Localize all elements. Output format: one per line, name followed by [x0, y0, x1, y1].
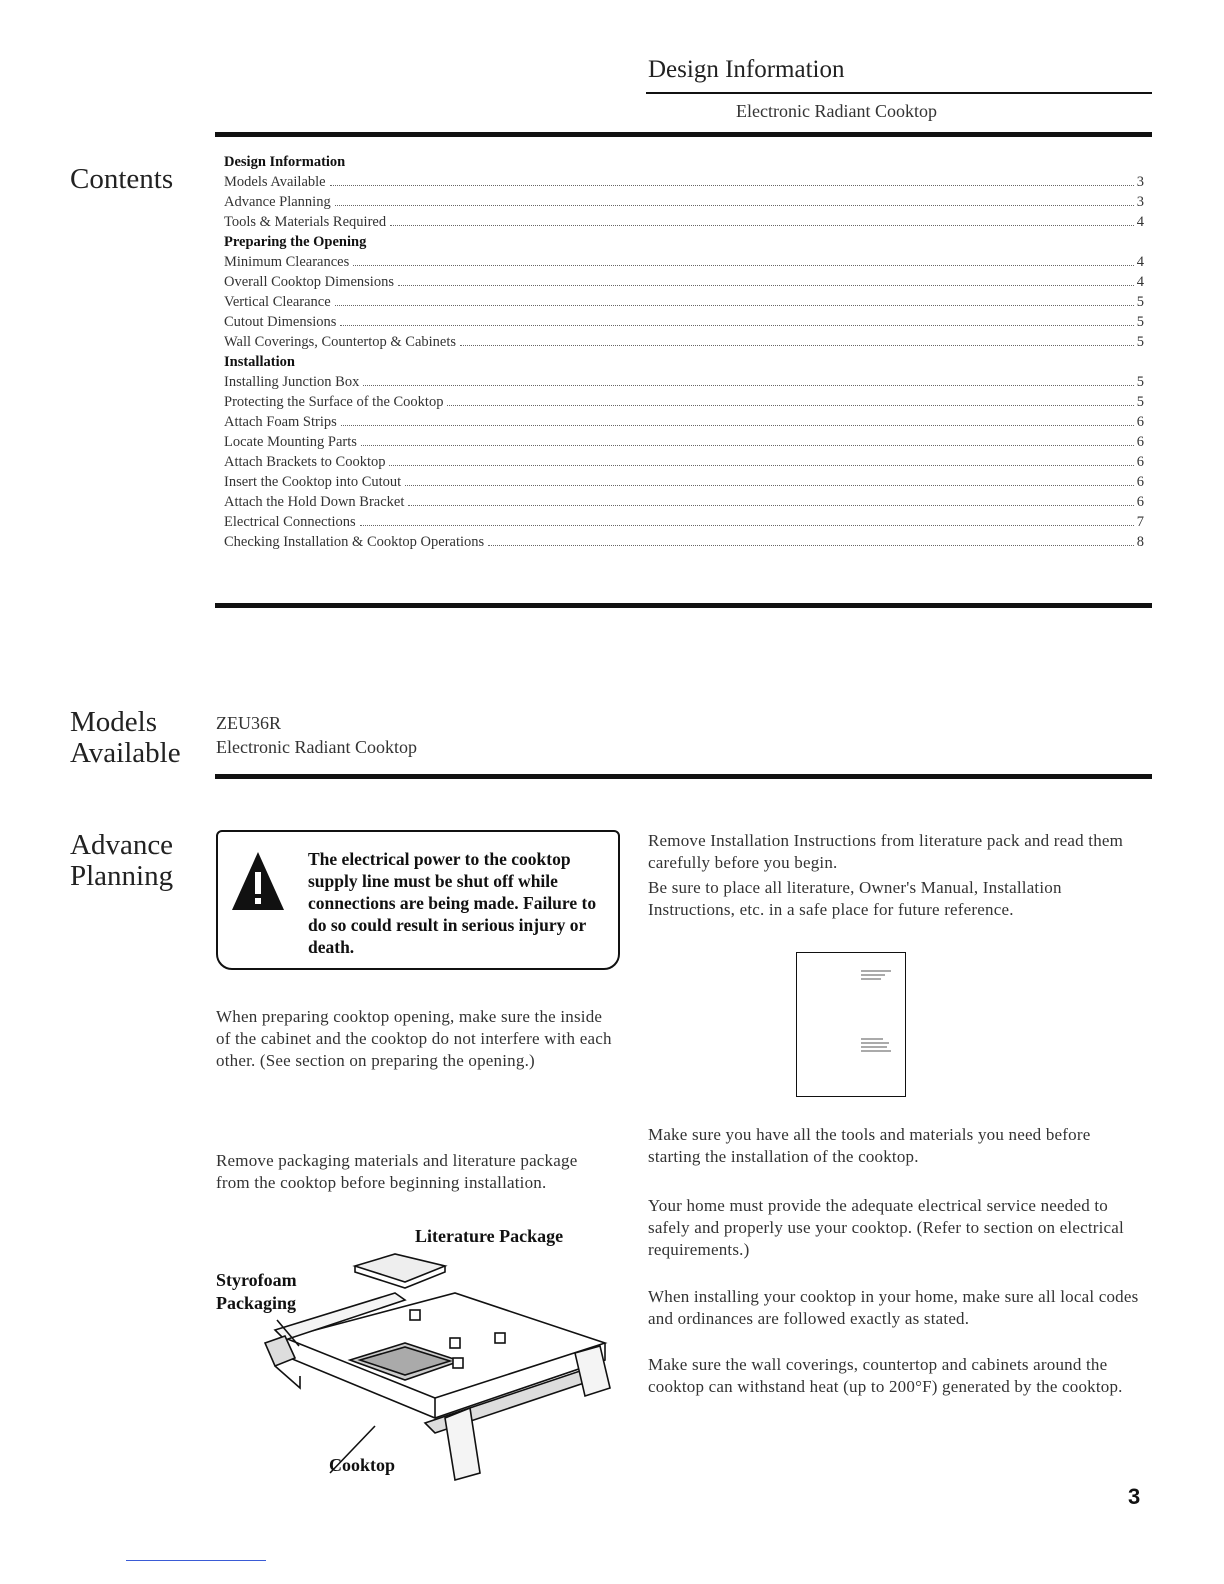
toc-entry-label: Attach the Hold Down Bracket — [224, 494, 405, 510]
toc-entry-page: 8 — [1136, 534, 1144, 550]
toc-entry-page: 7 — [1136, 514, 1144, 530]
right-para-4: Your home must provide the adequate electrical service needed to safely and properly use your cooktop. (Refer to section on electrical requirements.) — [648, 1196, 1124, 1259]
toc-entry-label: Attach Brackets to Cooktop — [224, 454, 386, 470]
toc-entry[interactable] — [224, 492, 1144, 512]
toc-entry[interactable] — [224, 452, 1144, 472]
toc-leader-dots — [335, 305, 1134, 306]
toc-heading: Installation — [224, 354, 295, 370]
label-literature-package: Literature Package — [415, 1226, 564, 1246]
toc-leader-dots — [363, 385, 1133, 386]
toc-entry-page: 3 — [1136, 174, 1144, 190]
toc-entry-label: Overall Cooktop Dimensions — [224, 274, 394, 290]
toc-entry[interactable] — [224, 412, 1144, 432]
toc-leader-dots — [330, 185, 1134, 186]
right-para-6: Make sure the wall coverings, countertop and cabinets around the cooktop can withstand heat (up to 200°F) generated by the cooktop. — [648, 1355, 1123, 1396]
toc-entry-page: 5 — [1136, 334, 1144, 350]
toc-entry[interactable] — [224, 172, 1144, 192]
right-para-2: Be sure to place all literature, Owner's Manual, Installation Instructions, etc. in a safe place for future reference. — [648, 878, 1062, 919]
toc-entry[interactable] — [224, 312, 1144, 332]
toc-entry-page: 5 — [1136, 294, 1144, 310]
toc-entry-page: 5 — [1136, 394, 1144, 410]
warning-text: The electrical power to the cooktop supply line must be shut off while connections are being made. Failure to do so could result in serious injury or death. — [308, 849, 597, 957]
toc-entry-page: 3 — [1136, 194, 1144, 210]
toc-entry-page: 6 — [1136, 434, 1144, 450]
toc-entry[interactable] — [224, 472, 1144, 492]
para-packaging: Remove packaging materials and literature package from the cooktop before beginning installation. — [216, 1151, 578, 1192]
toc-entry[interactable] — [224, 512, 1144, 532]
toc-heading: Preparing the Opening — [224, 234, 367, 250]
table-of-contents — [224, 152, 1144, 552]
right-para-1: Remove Installation Instructions from literature pack and read them carefully before you begin. — [648, 831, 1124, 872]
toc-leader-dots — [340, 325, 1133, 326]
toc-entry[interactable] — [224, 332, 1144, 352]
toc-entry[interactable] — [224, 192, 1144, 212]
toc-entry-label: Models Available — [224, 174, 326, 190]
contents-title: Contents — [70, 163, 174, 195]
header-section-title: Design Information — [648, 56, 845, 83]
toc-entry-label: Vertical Clearance — [224, 294, 331, 310]
cooktop-packaging-illustration — [255, 1248, 625, 1488]
toc-entry-page: 4 — [1136, 214, 1144, 230]
warning-triangle-icon — [230, 850, 286, 912]
label-styrofoam-1: Styrofoam — [216, 1270, 297, 1290]
toc-entry-label: Attach Foam Strips — [224, 414, 337, 430]
toc-entry-page: 4 — [1136, 274, 1144, 290]
advance-title-line1: Advance — [70, 829, 174, 861]
toc-entry-label: Advance Planning — [224, 194, 331, 210]
header-rule — [646, 92, 1152, 94]
toc-entry-page: 6 — [1136, 494, 1144, 510]
toc-leader-dots — [460, 345, 1134, 346]
label-styrofoam-2: Packaging — [216, 1293, 297, 1313]
contents-bottom-rule — [215, 603, 1152, 608]
toc-leader-dots — [389, 465, 1133, 466]
toc-leader-dots — [488, 545, 1134, 546]
model-description: Electronic Radiant Cooktop — [216, 737, 417, 757]
toc-leader-dots — [353, 265, 1134, 266]
toc-entry-page: 6 — [1136, 454, 1144, 470]
models-title-line1: Models — [70, 706, 157, 738]
toc-entry[interactable] — [224, 392, 1144, 412]
toc-leader-dots — [398, 285, 1134, 286]
toc-entry-label: Electrical Connections — [224, 514, 356, 530]
toc-entry-page: 6 — [1136, 414, 1144, 430]
toc-leader-dots — [341, 425, 1134, 426]
warning-box — [216, 830, 620, 970]
toc-entry[interactable] — [224, 252, 1144, 272]
page-number: 3 — [1128, 1484, 1141, 1509]
toc-entry-page: 5 — [1136, 374, 1144, 390]
bottom-link-line — [126, 1560, 266, 1561]
toc-entry-page: 4 — [1136, 254, 1144, 270]
toc-entry-label: Insert the Cooktop into Cutout — [224, 474, 402, 490]
toc-entry-label: Wall Coverings, Countertop & Cabinets — [224, 334, 457, 350]
booklet-text-marks — [797, 953, 907, 1098]
toc-entry[interactable] — [224, 212, 1144, 232]
toc-leader-dots — [390, 225, 1134, 226]
toc-entry-page: 5 — [1136, 314, 1144, 330]
booklet-illustration — [796, 952, 906, 1097]
models-rule — [215, 774, 1152, 779]
advance-title-line2: Planning — [70, 860, 174, 892]
toc-entry-label: Protecting the Surface of the Cooktop — [224, 394, 444, 410]
toc-entry-label: Minimum Clearances — [224, 254, 350, 270]
toc-heading: Design Information — [224, 154, 346, 170]
toc-leader-dots — [360, 525, 1134, 526]
toc-leader-dots — [335, 205, 1134, 206]
right-para-3: Make sure you have all the tools and materials you need before starting the installation of the cooktop. — [648, 1125, 1091, 1166]
label-cooktop: Cooktop — [329, 1455, 396, 1475]
toc-entry[interactable] — [224, 372, 1144, 392]
toc-entry[interactable] — [224, 292, 1144, 312]
para-opening: When preparing cooktop opening, make sure the inside of the cabinet and the cooktop do not interfere with each other. (See section on preparing the opening.) — [216, 1007, 612, 1070]
toc-entry[interactable] — [224, 272, 1144, 292]
model-number: ZEU36R — [216, 713, 281, 733]
toc-entry-label: Cutout Dimensions — [224, 314, 337, 330]
toc-leader-dots — [405, 485, 1134, 486]
toc-entry-label: Tools & Materials Required — [224, 214, 387, 230]
toc-entry-page: 6 — [1136, 474, 1144, 490]
toc-leader-dots — [447, 405, 1133, 406]
right-para-5: When installing your cooktop in your home, make sure all local codes and ordinances are followed exactly as stated. — [648, 1287, 1139, 1328]
models-title-line2: Available — [70, 737, 181, 769]
header-subtitle: Electronic Radiant Cooktop — [736, 101, 937, 121]
toc-entry[interactable] — [224, 532, 1144, 552]
toc-entry-label: Locate Mounting Parts — [224, 434, 357, 450]
toc-entry-label: Installing Junction Box — [224, 374, 360, 390]
toc-leader-dots — [408, 505, 1133, 506]
contents-top-rule — [215, 132, 1152, 137]
toc-leader-dots — [361, 445, 1134, 446]
toc-entry-label: Checking Installation & Cooktop Operations — [224, 534, 485, 550]
toc-entry[interactable] — [224, 432, 1144, 452]
